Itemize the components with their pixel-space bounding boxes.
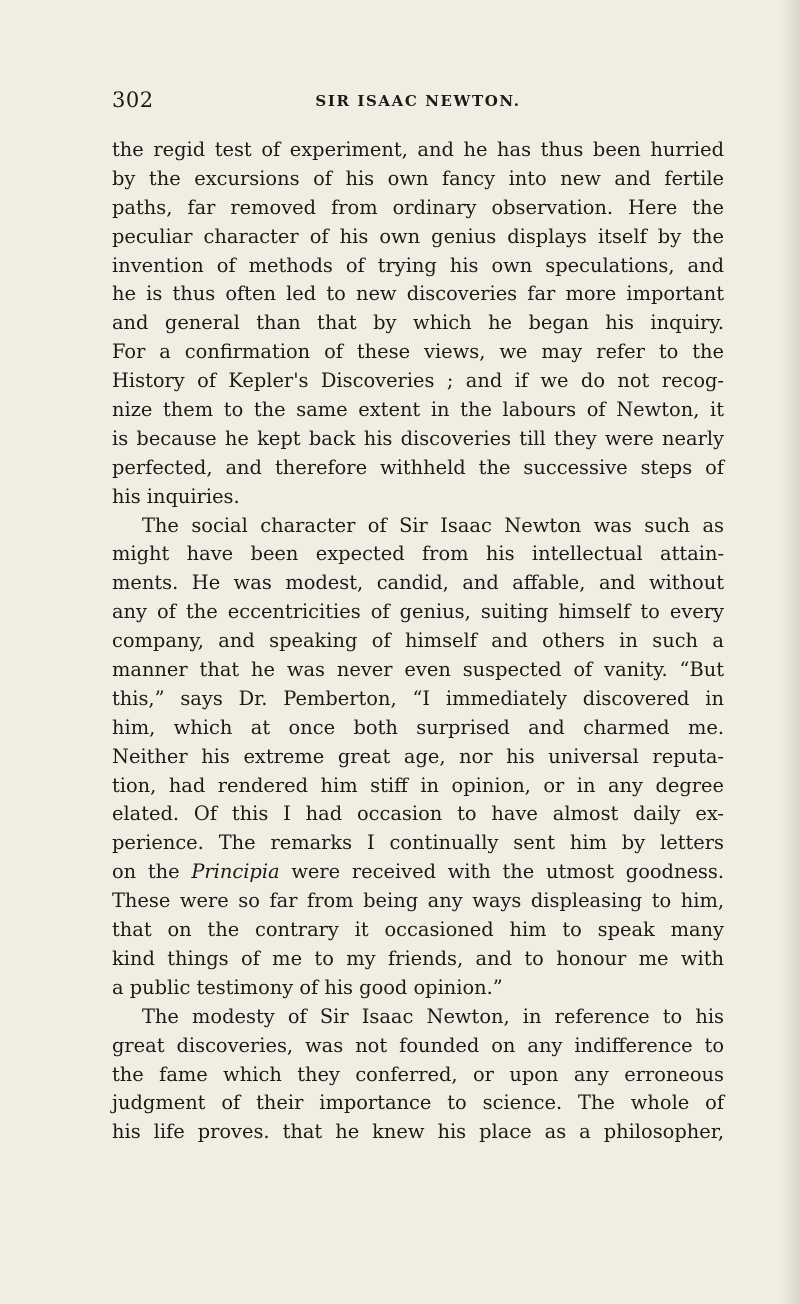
- text-line: a public testimony of his good opinion.”: [112, 975, 503, 999]
- text-segment: on the: [112, 860, 192, 884]
- text-line: History of Kepler's Discoveries ; and if we do not recog-: [112, 369, 724, 393]
- running-title: SIR ISAAC NEWTON.: [315, 92, 521, 110]
- text-line: These were so far from being any ways displeasing to him,: [112, 889, 724, 913]
- text-line: perience. The remarks I continually sent him by letters: [112, 831, 724, 855]
- text-line: by the excursions of his own fancy into new and fertile: [112, 166, 724, 190]
- text-line: For a confirmation of these views, we may refer to the: [112, 340, 724, 364]
- text-line: Neither his extreme great age, nor his universal reputa-: [112, 744, 724, 768]
- text-line: him, which at once both surprised and charmed me.: [112, 715, 724, 739]
- running-head: [112, 88, 724, 118]
- text-line: elated. Of this I had occasion to have almost daily ex-: [112, 802, 724, 826]
- book-title-italic: Principia: [191, 860, 280, 884]
- text-line: judgment of their importance to science. The whole of: [112, 1091, 724, 1115]
- text-line: paths, far removed from ordinary observation. Here the: [112, 195, 724, 219]
- text-line: invention of methods of trying his own speculations, and: [112, 253, 724, 277]
- text-line: might have been expected from his intellectual attain-: [112, 542, 724, 566]
- text-line: his inquiries.: [112, 484, 240, 508]
- text-line: nize them to the same extent in the labours of Newton, it: [112, 398, 724, 422]
- text-line: kind things of me to my friends, and to honour me with: [112, 946, 724, 970]
- text-line: he is thus often led to new discoveries far more important: [112, 282, 724, 306]
- text-line: the regid test of experiment, and he has thus been hurried: [112, 138, 724, 161]
- text-line: perfected, and therefore withheld the successive steps of: [112, 455, 724, 479]
- body-text: [112, 136, 724, 1147]
- text-line: company, and speaking of himself and others in such a: [112, 629, 724, 653]
- text-line: that on the contrary it occasioned him to speak many: [112, 918, 724, 942]
- text-line: any of the eccentricities of genius, suiting himself to every: [112, 600, 724, 624]
- page-number: 302: [112, 88, 154, 112]
- text-line: great discoveries, was not founded on any indifference to: [112, 1033, 724, 1057]
- text-line: his life proves. that he knew his place as a philosopher,: [112, 1120, 724, 1144]
- text-line: tion, had rendered him stiff in opinion, or in any degree: [112, 773, 724, 797]
- text-line: manner that he was never even suspected of vanity. “But: [112, 658, 724, 682]
- text-line: [112, 858, 724, 887]
- text-segment: were received with the utmost goodness.: [279, 860, 724, 884]
- text-line: is because he kept back his discoveries till they were nearly: [112, 426, 724, 450]
- text-line: The modesty of Sir Isaac Newton, in reference to his: [142, 1004, 724, 1028]
- text-line: the fame which they conferred, or upon any erroneous: [112, 1062, 724, 1086]
- text-line: The social character of Sir Isaac Newton was such as: [142, 513, 724, 537]
- text-line: and general than that by which he began his inquiry.: [112, 311, 724, 335]
- text-line: this,” says Dr. Pemberton, “I immediately discovered in: [112, 686, 724, 710]
- text-line: ments. He was modest, candid, and affable, and without: [112, 571, 724, 595]
- text-line: peculiar character of his own genius displays itself by the: [112, 224, 724, 248]
